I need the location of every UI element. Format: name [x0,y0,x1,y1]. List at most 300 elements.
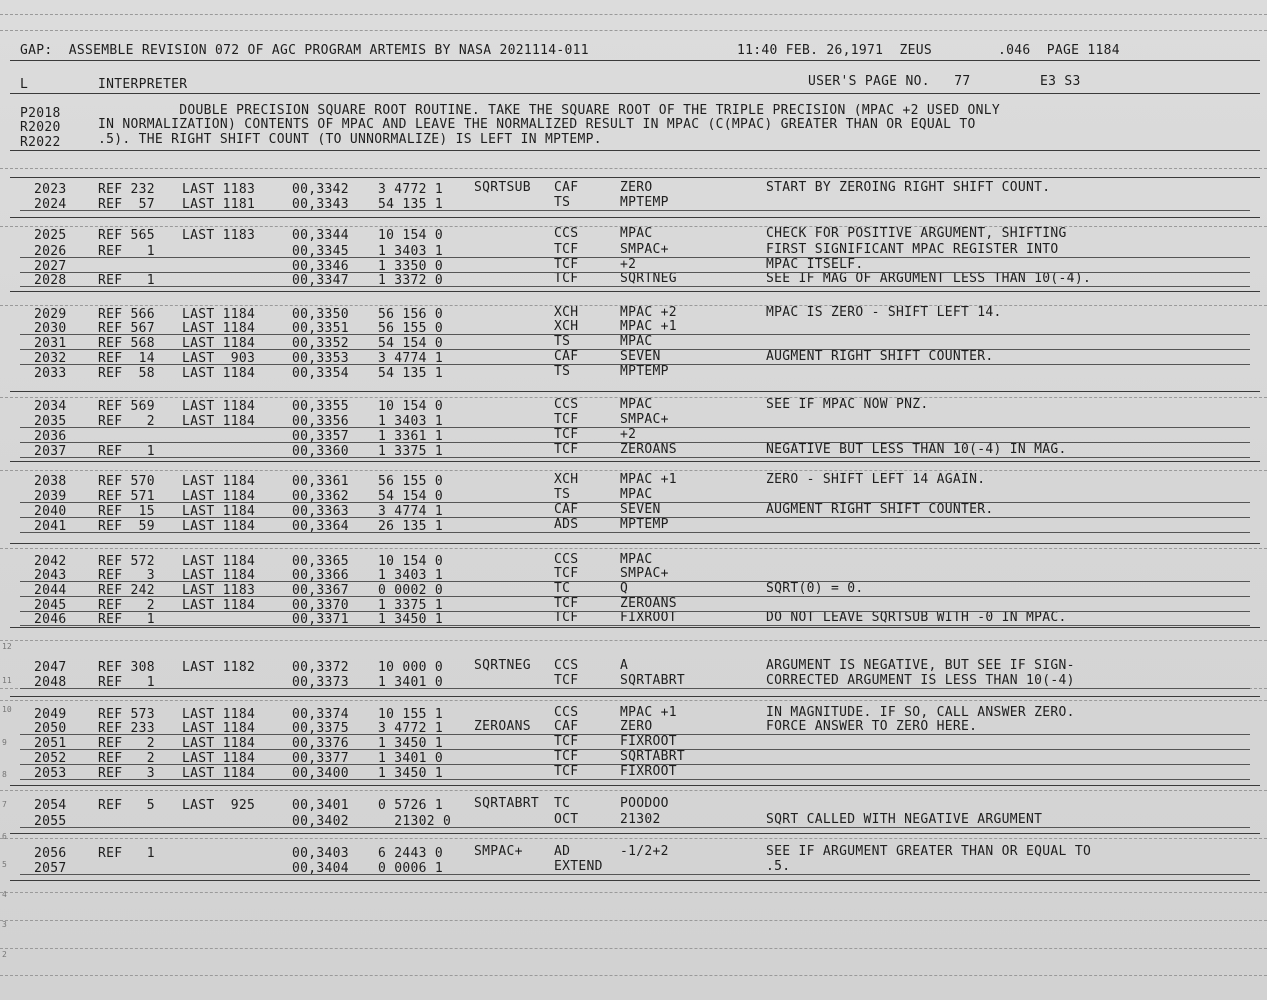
row-remark: NEGATIVE BUT LESS THAN 10(-4) IN MAG. [766,442,1067,457]
header-page-ref: .046 PAGE 1184 [998,43,1120,58]
row-address: 00,3370 [292,598,349,613]
row-opcode: TCF [554,427,579,442]
row-machine-word: 6 2443 0 [378,846,444,861]
row-operand: 21302 [620,812,661,827]
ruled-line [0,30,1267,31]
row-operand: ZEROANS [620,596,677,611]
row-operand: MPTEMP [620,517,669,532]
ruled-line [20,532,1250,533]
ruled-line [20,210,1250,211]
row-opcode: TCF [554,764,579,779]
row-machine-word: 3 4772 1 [378,182,444,197]
ruled-line [10,461,1260,462]
row-machine-word: 1 3403 1 [378,244,444,259]
row-opcode: XCH [554,305,579,320]
row-opcode: TS [554,334,571,349]
row-opcode: CCS [554,658,579,673]
users-page-number: USER'S PAGE NO. 77 [808,74,971,89]
ruled-line [20,334,1250,335]
ruled-line [20,517,1250,518]
ruled-line [0,838,1267,839]
row-ref-count: REF 1 [98,675,155,690]
row-machine-word: 1 3450 1 [378,612,444,627]
row-opcode: TCF [554,412,579,427]
row-line-number: 2051 [34,736,67,751]
row-operand: SEVEN [620,502,661,517]
subheader-rule [10,93,1260,94]
row-address: 00,3357 [292,429,349,444]
row-ref-count: REF 59 [98,519,155,534]
ruled-line [0,397,1267,398]
row-machine-word: 10 154 0 [378,399,444,414]
row-ref-count: REF 1 [98,273,155,288]
row-address: 00,3377 [292,751,349,766]
row-ref-count: REF 2 [98,736,155,751]
row-ref-count: REF 1 [98,846,155,861]
row-ref-count: REF 572 [98,554,155,569]
row-last-page: LAST 1184 [182,307,256,322]
row-opcode: AD [554,844,571,859]
row-symbol-label: ZEROANS [474,719,531,734]
ruled-line [20,581,1250,582]
row-operand: SQRTABRT [620,673,686,688]
row-last-page: LAST 1184 [182,414,256,429]
row-remark: AUGMENT RIGHT SHIFT COUNTER. [766,502,994,517]
row-ref-count: REF 308 [98,660,155,675]
row-remark: FORCE ANSWER TO ZERO HERE. [766,719,978,734]
row-last-page: LAST 1184 [182,766,256,781]
row-ref-count: REF 242 [98,583,155,598]
row-address: 00,3371 [292,612,349,627]
row-operand: SMPAC+ [620,566,669,581]
row-machine-word: 0 5726 1 [378,798,444,813]
row-last-page: LAST 903 [182,351,256,366]
row-address: 00,3362 [292,489,349,504]
row-opcode: XCH [554,472,579,487]
row-machine-word: 0 0006 1 [378,861,444,876]
row-line-number: 2054 [34,798,67,813]
row-ref-count: REF 3 [98,568,155,583]
row-address: 00,3374 [292,707,349,722]
row-symbol-label: SQRTNEG [474,658,531,673]
row-opcode: CAF [554,502,579,517]
row-operand: MPAC [620,552,653,567]
ruled-line [20,874,1250,875]
row-address: 00,3401 [292,798,349,813]
row-opcode: CCS [554,226,579,241]
row-remark: IN MAGNITUDE. IF SO, CALL ANSWER ZERO. [766,705,1075,720]
row-address: 00,3355 [292,399,349,414]
row-address: 00,3400 [292,766,349,781]
margin-mark: 9 [2,738,7,747]
header-title: GAP: ASSEMBLE REVISION 072 OF AGC PROGRAM ARTEMIS BY NASA 2021114-011 [20,43,589,58]
ruled-line [0,892,1267,893]
row-ref-count: REF 568 [98,336,155,351]
ruled-line [10,177,1260,178]
row-machine-word: 1 3350 0 [378,259,444,274]
row-last-page: LAST 1181 [182,197,256,212]
row-address: 00,3365 [292,554,349,569]
row-last-page: LAST 1184 [182,504,256,519]
row-opcode: TC [554,796,571,811]
row-address: 00,3350 [292,307,349,322]
row-operand: -1/2+2 [620,844,669,859]
row-address: 00,3375 [292,721,349,736]
row-last-page: LAST 1183 [182,182,256,197]
row-machine-word: 21302 0 [378,814,452,829]
row-last-page: LAST 1184 [182,707,256,722]
row-address: 00,3344 [292,228,349,243]
row-remark: SEE IF MPAC NOW PNZ. [766,397,929,412]
ruled-line [20,502,1250,503]
row-line-number: 2026 [34,244,67,259]
row-opcode: TC [554,581,571,596]
row-opcode: OCT [554,812,579,827]
row-last-page: LAST 1184 [182,751,256,766]
row-address: 00,3351 [292,321,349,336]
margin-mark: 8 [2,770,7,779]
row-operand: POODOO [620,796,669,811]
row-operand: MPAC [620,487,653,502]
row-opcode: CAF [554,719,579,734]
row-line-number: 2035 [34,414,67,429]
row-remark: SQRT(0) = 0. [766,581,864,596]
row-operand: MPTEMP [620,195,669,210]
margin-mark: 3 [2,920,7,929]
ruled-line [0,305,1267,306]
row-line-number: 2049 [34,707,67,722]
row-line-number: 2041 [34,519,67,534]
row-line-number: 2052 [34,751,67,766]
row-last-page: LAST 1182 [182,660,256,675]
row-remark: CHECK FOR POSITIVE ARGUMENT, SHIFTING [766,226,1067,241]
row-machine-word: 56 155 0 [378,474,444,489]
row-line-number: 2024 [34,197,67,212]
row-opcode: TS [554,487,571,502]
row-last-page: LAST 1184 [182,489,256,504]
row-line-number: 2038 [34,474,67,489]
row-remark: DO NOT LEAVE SQRTSUB WITH -0 IN MPAC. [766,610,1067,625]
ruled-line [10,627,1260,628]
row-operand: MPAC +1 [620,705,677,720]
row-line-number: 2034 [34,399,67,414]
row-remark: START BY ZEROING RIGHT SHIFT COUNT. [766,180,1051,195]
row-opcode: TCF [554,271,579,286]
row-machine-word: 54 135 1 [378,366,444,381]
row-operand: ZEROANS [620,442,677,457]
subheader-left: L [20,77,29,92]
ruled-line [0,948,1267,949]
row-last-page: LAST 1184 [182,721,256,736]
intro-line-text: .5). THE RIGHT SHIFT COUNT (TO UNNORMALIZE) IS LEFT IN MPTEMP. [98,132,602,147]
ruled-line [20,364,1250,365]
row-operand: MPAC [620,226,653,241]
row-ref-count: REF 2 [98,598,155,613]
header-rule [10,60,1260,61]
row-address: 00,3367 [292,583,349,598]
row-remark: SQRT CALLED WITH NEGATIVE ARGUMENT [766,812,1043,827]
row-operand: MPAC +1 [620,472,677,487]
row-last-page: LAST 1184 [182,554,256,569]
row-machine-word: 10 154 0 [378,554,444,569]
row-machine-word: 1 3361 1 [378,429,444,444]
row-opcode: CAF [554,180,579,195]
row-operand: SQRTNEG [620,271,677,286]
row-line-number: 2037 [34,444,67,459]
row-last-page: LAST 1184 [182,366,256,381]
row-remark: SEE IF ARGUMENT GREATER THAN OR EQUAL TO [766,844,1092,859]
row-operand: ZERO [620,719,653,734]
ruled-line [0,168,1267,169]
row-address: 00,3347 [292,273,349,288]
row-remark: CORRECTED ARGUMENT IS LESS THAN 10(-4) [766,673,1075,688]
ruled-line [0,640,1267,641]
row-line-number: 2057 [34,861,67,876]
ruled-line [10,543,1260,544]
row-machine-word: 56 155 0 [378,321,444,336]
row-operand: SMPAC+ [620,242,669,257]
row-address: 00,3360 [292,444,349,459]
row-operand: FIXROOT [620,764,677,779]
ruled-line [10,833,1260,834]
row-address: 00,3366 [292,568,349,583]
ruled-line [20,749,1250,750]
ruled-line [20,272,1250,273]
row-machine-word: 10 154 0 [378,228,444,243]
row-line-number: 2027 [34,259,67,274]
row-address: 00,3346 [292,259,349,274]
row-last-page: LAST 1184 [182,568,256,583]
row-ref-count: REF 2 [98,414,155,429]
row-operand: +2 [620,427,637,442]
row-ref-count: REF 58 [98,366,155,381]
ruled-line [20,442,1250,443]
row-address: 00,3345 [292,244,349,259]
ruled-line [10,696,1260,697]
intro-line-number: R2022 [20,135,61,150]
row-line-number: 2029 [34,307,67,322]
ruled-line [20,688,1250,689]
row-line-number: 2053 [34,766,67,781]
row-machine-word: 26 135 1 [378,519,444,534]
intro-line-text: IN NORMALIZATION) CONTENTS OF MPAC AND LEAVE THE NORMALIZED RESULT IN MPAC (C(MPAC) GREATER THAN OR EQUAL TO [98,117,976,132]
row-opcode: TCF [554,734,579,749]
row-machine-word: 1 3375 1 [378,444,444,459]
row-opcode: XCH [554,319,579,334]
row-symbol-label: SQRTABRT [474,796,540,811]
row-address: 00,3404 [292,861,349,876]
ruled-line [20,827,1250,828]
row-remark: FIRST SIGNIFICANT MPAC REGISTER INTO [766,242,1059,257]
row-opcode: TS [554,195,571,210]
row-line-number: 2045 [34,598,67,613]
row-opcode: TCF [554,242,579,257]
row-line-number: 2048 [34,675,67,690]
row-ref-count: REF 1 [98,244,155,259]
row-address: 00,3403 [292,846,349,861]
row-line-number: 2031 [34,336,67,351]
margin-mark: 5 [2,860,7,869]
row-address: 00,3343 [292,197,349,212]
intro-line-number: R2020 [20,120,61,135]
row-opcode: TCF [554,566,579,581]
row-ref-count: REF 1 [98,612,155,627]
ruled-line [10,880,1260,881]
row-address: 00,3402 [292,814,349,829]
ruled-line [20,625,1250,626]
row-last-page: LAST 1184 [182,474,256,489]
row-line-number: 2025 [34,228,67,243]
row-machine-word: 1 3401 0 [378,751,444,766]
row-line-number: 2036 [34,429,67,444]
row-operand: SEVEN [620,349,661,364]
row-machine-word: 3 4772 1 [378,721,444,736]
row-operand: FIXROOT [620,610,677,625]
margin-mark: 6 [2,832,7,841]
row-operand: Q [620,581,629,596]
row-ref-count: REF 567 [98,321,155,336]
row-machine-word: 54 135 1 [378,197,444,212]
row-line-number: 2046 [34,612,67,627]
row-ref-count: REF 565 [98,228,155,243]
margin-mark: 4 [2,890,7,899]
margin-mark: 12 [2,642,12,651]
row-address: 00,3342 [292,182,349,197]
ruled-line [0,470,1267,471]
header-time-date: 11:40 FEB. 26,1971 ZEUS [737,43,933,58]
row-opcode: TCF [554,673,579,688]
row-address: 00,3363 [292,504,349,519]
ruled-line [10,150,1260,151]
ruled-line [10,291,1260,292]
row-machine-word: 10 155 1 [378,707,444,722]
row-line-number: 2040 [34,504,67,519]
row-opcode: TCF [554,442,579,457]
row-ref-count: REF 5 [98,798,155,813]
row-machine-word: 10 000 0 [378,660,444,675]
margin-mark: 11 [2,676,12,685]
row-opcode: CCS [554,552,579,567]
ruled-line [20,734,1250,735]
row-ref-count: REF 570 [98,474,155,489]
row-ref-count: REF 3 [98,766,155,781]
row-operand: FIXROOT [620,734,677,749]
row-opcode: CCS [554,397,579,412]
intro-line-text: DOUBLE PRECISION SQUARE ROOT ROUTINE. TAKE THE SQUARE ROOT OF THE TRIPLE PRECISION (MPAC +2 USED ONLY [98,103,1001,118]
row-last-page: LAST 1184 [182,519,256,534]
row-line-number: 2028 [34,273,67,288]
row-machine-word: 1 3450 1 [378,736,444,751]
row-machine-word: 1 3372 0 [378,273,444,288]
row-address: 00,3354 [292,366,349,381]
row-opcode: TCF [554,596,579,611]
row-remark: MPAC IS ZERO - SHIFT LEFT 14. [766,305,1002,320]
row-line-number: 2039 [34,489,67,504]
row-line-number: 2055 [34,814,67,829]
ruled-line [10,785,1260,786]
row-machine-word: 56 156 0 [378,307,444,322]
row-remark: SEE IF MAG OF ARGUMENT LESS THAN 10(-4). [766,271,1092,286]
row-opcode: CAF [554,349,579,364]
ruled-line [0,226,1267,227]
ruled-line [10,391,1260,392]
row-last-page: LAST 1184 [182,598,256,613]
ruled-line [20,427,1250,428]
row-operand: SQRTABRT [620,749,686,764]
row-operand: +2 [620,257,637,272]
row-remark: .5. [766,859,791,874]
row-address: 00,3352 [292,336,349,351]
row-operand: MPAC [620,334,653,349]
row-ref-count: REF 571 [98,489,155,504]
margin-mark: 10 [2,705,12,714]
ruled-line [0,975,1267,976]
row-last-page: LAST 1183 [182,583,256,598]
ruled-line [0,920,1267,921]
row-opcode: ADS [554,517,579,532]
row-ref-count: REF 233 [98,721,155,736]
row-ref-count: REF 15 [98,504,155,519]
row-remark: MPAC ITSELF. [766,257,864,272]
row-last-page: LAST 1184 [182,321,256,336]
row-ref-count: REF 14 [98,351,155,366]
ruled-line [20,457,1250,458]
row-last-page: LAST 1184 [182,736,256,751]
row-last-page: LAST 925 [182,798,256,813]
margin-mark: 2 [2,950,7,959]
row-operand: MPAC +1 [620,319,677,334]
row-address: 00,3356 [292,414,349,429]
row-remark: ZERO - SHIFT LEFT 14 AGAIN. [766,472,986,487]
ruled-line [20,257,1250,258]
ruled-line [20,611,1250,612]
row-address: 00,3372 [292,660,349,675]
row-ref-count: REF 1 [98,444,155,459]
row-last-page: LAST 1184 [182,399,256,414]
ruled-line [10,217,1260,218]
row-symbol-label: SMPAC+ [474,844,523,859]
margin-mark: 7 [2,800,7,809]
row-operand: MPAC [620,397,653,412]
row-line-number: 2033 [34,366,67,381]
row-machine-word: 1 3375 1 [378,598,444,613]
row-operand: A [620,658,629,673]
row-ref-count: REF 57 [98,197,155,212]
row-operand: ZERO [620,180,653,195]
row-symbol-label: SQRTSUB [474,180,531,195]
row-ref-count: REF 569 [98,399,155,414]
ruled-line [0,14,1267,15]
row-address: 00,3373 [292,675,349,690]
row-opcode: TCF [554,257,579,272]
row-ref-count: REF 566 [98,307,155,322]
row-ref-count: REF 573 [98,707,155,722]
section-name: INTERPRETER [98,77,188,92]
row-line-number: 2032 [34,351,67,366]
row-ref-count: REF 232 [98,182,155,197]
row-opcode: EXTEND [554,859,603,874]
row-machine-word: 54 154 0 [378,336,444,351]
row-ref-count: REF 2 [98,751,155,766]
row-machine-word: 3 4774 1 [378,351,444,366]
row-line-number: 2047 [34,660,67,675]
row-address: 00,3361 [292,474,349,489]
row-machine-word: 1 3403 1 [378,414,444,429]
section-code: E3 S3 [1040,74,1081,89]
row-line-number: 2043 [34,568,67,583]
row-operand: MPTEMP [620,364,669,379]
ruled-line [20,596,1250,597]
